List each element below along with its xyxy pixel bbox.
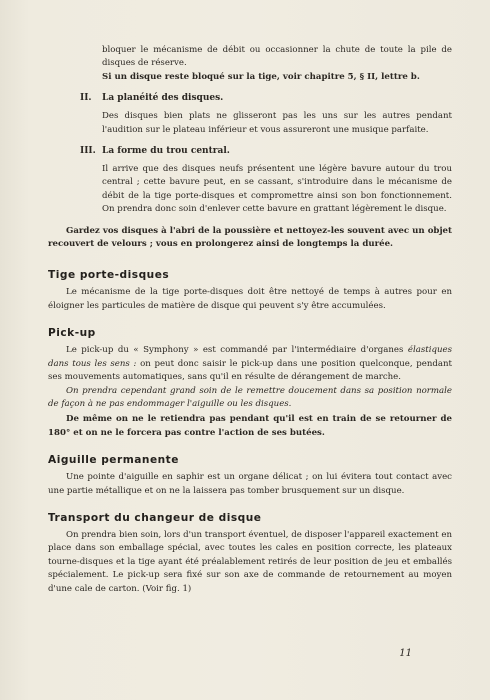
heading-tige: Tige porte-disques bbox=[48, 269, 170, 282]
aiguille-paragraph: Une pointe d'aiguille en saphir est un organe délicat ; on lui évitera tout contact avec une partie métallique et on ne la laissera pas tomber brusquement sur un disque. bbox=[48, 472, 452, 496]
page-number: 11 bbox=[399, 648, 412, 659]
heading-aiguille: Aiguille permanente bbox=[48, 454, 179, 467]
item-heading-2 bbox=[80, 92, 452, 105]
page-content bbox=[48, 44, 452, 596]
pickup-bold-paragraph: De même on ne le retiendra pas pendant qu'il est en train de se retourner de 180° et on ne le forcera pas contre l'action de ses butées. bbox=[48, 414, 452, 438]
heading-pickup: Pick-up bbox=[48, 327, 96, 340]
item-text: Des disques bien plats ne glisseront pas les uns sur les autres pendant l'audition sur le plateau inférieur et vous assureront une musique parfaite. bbox=[102, 111, 452, 135]
heading-transport: Transport du changeur de disque bbox=[48, 511, 262, 524]
intro-paragraph: bloquer le mécanisme de débit ou occasionner la chute de toute la pile de disques de réserve. bbox=[102, 45, 452, 69]
item-title: La planéité des disques. bbox=[102, 93, 224, 104]
tige-paragraph: Le mécanisme de la tige porte-disques doit être nettoyé de temps à autres pour en éloigner les particules de matière de disque qui peuvent s'y être accumulées. bbox=[48, 287, 452, 311]
pickup-italic-paragraph: On prendra cependant grand soin de le remettre doucement dans sa position normale de façon à ne pas endommager l'aiguille ou les disques. bbox=[48, 385, 452, 409]
pickup-paragraph bbox=[48, 344, 452, 384]
text-run-italic: élastiques dans tous les sens : bbox=[48, 345, 452, 369]
item-title: La forme du trou central. bbox=[102, 146, 230, 157]
dust-note: Gardez vos disques à l'abri de la poussière et nettoyez-les souvent avec un objet recouvert de velours ; vous en prolongerez ainsi de longtemps la durée. bbox=[48, 225, 452, 250]
item-number: II. bbox=[80, 93, 92, 104]
item-number: III. bbox=[80, 146, 96, 157]
item-text: Il arrive que des disques neufs présentent une légère bavure autour du trou central ; cette bavure peut, en se cassant, s'introduire dans le mécanisme de débit de la tige porte-disques et compromettre ainsi son bon fonctionnement. On prendra donc soin d'enlever cette bavure en grattant légèrement le disque. bbox=[102, 164, 452, 215]
transport-paragraph: On prendra bien soin, lors d'un transport éventuel, de disposer l'appareil exactement en place dans son emballage spécial, avec toutes les cales en position correcte, les plateaux tourne-disques et la tige ayant été préalablement retirés de leur position de jeu et emballés spécialement. Le pick-up sera fixé sur son axe de commande de retournement au moyen d'une cale de carton. (Voir fig. 1) bbox=[48, 529, 452, 594]
item-heading-3 bbox=[80, 145, 452, 158]
text-run: on peut donc saisir le pick-up dans une position quelconque, pendant ses mouvements automatiques, sans qu'il en résulte de dérangement de marche. bbox=[48, 358, 453, 383]
text-run: Le pick-up du « Symphony » est commandé par l'intermédiaire d'organes bbox=[66, 345, 408, 356]
intro-note: Si un disque reste bloqué sur la tige, voir chapitre 5, § II, lettre b. bbox=[102, 71, 420, 82]
